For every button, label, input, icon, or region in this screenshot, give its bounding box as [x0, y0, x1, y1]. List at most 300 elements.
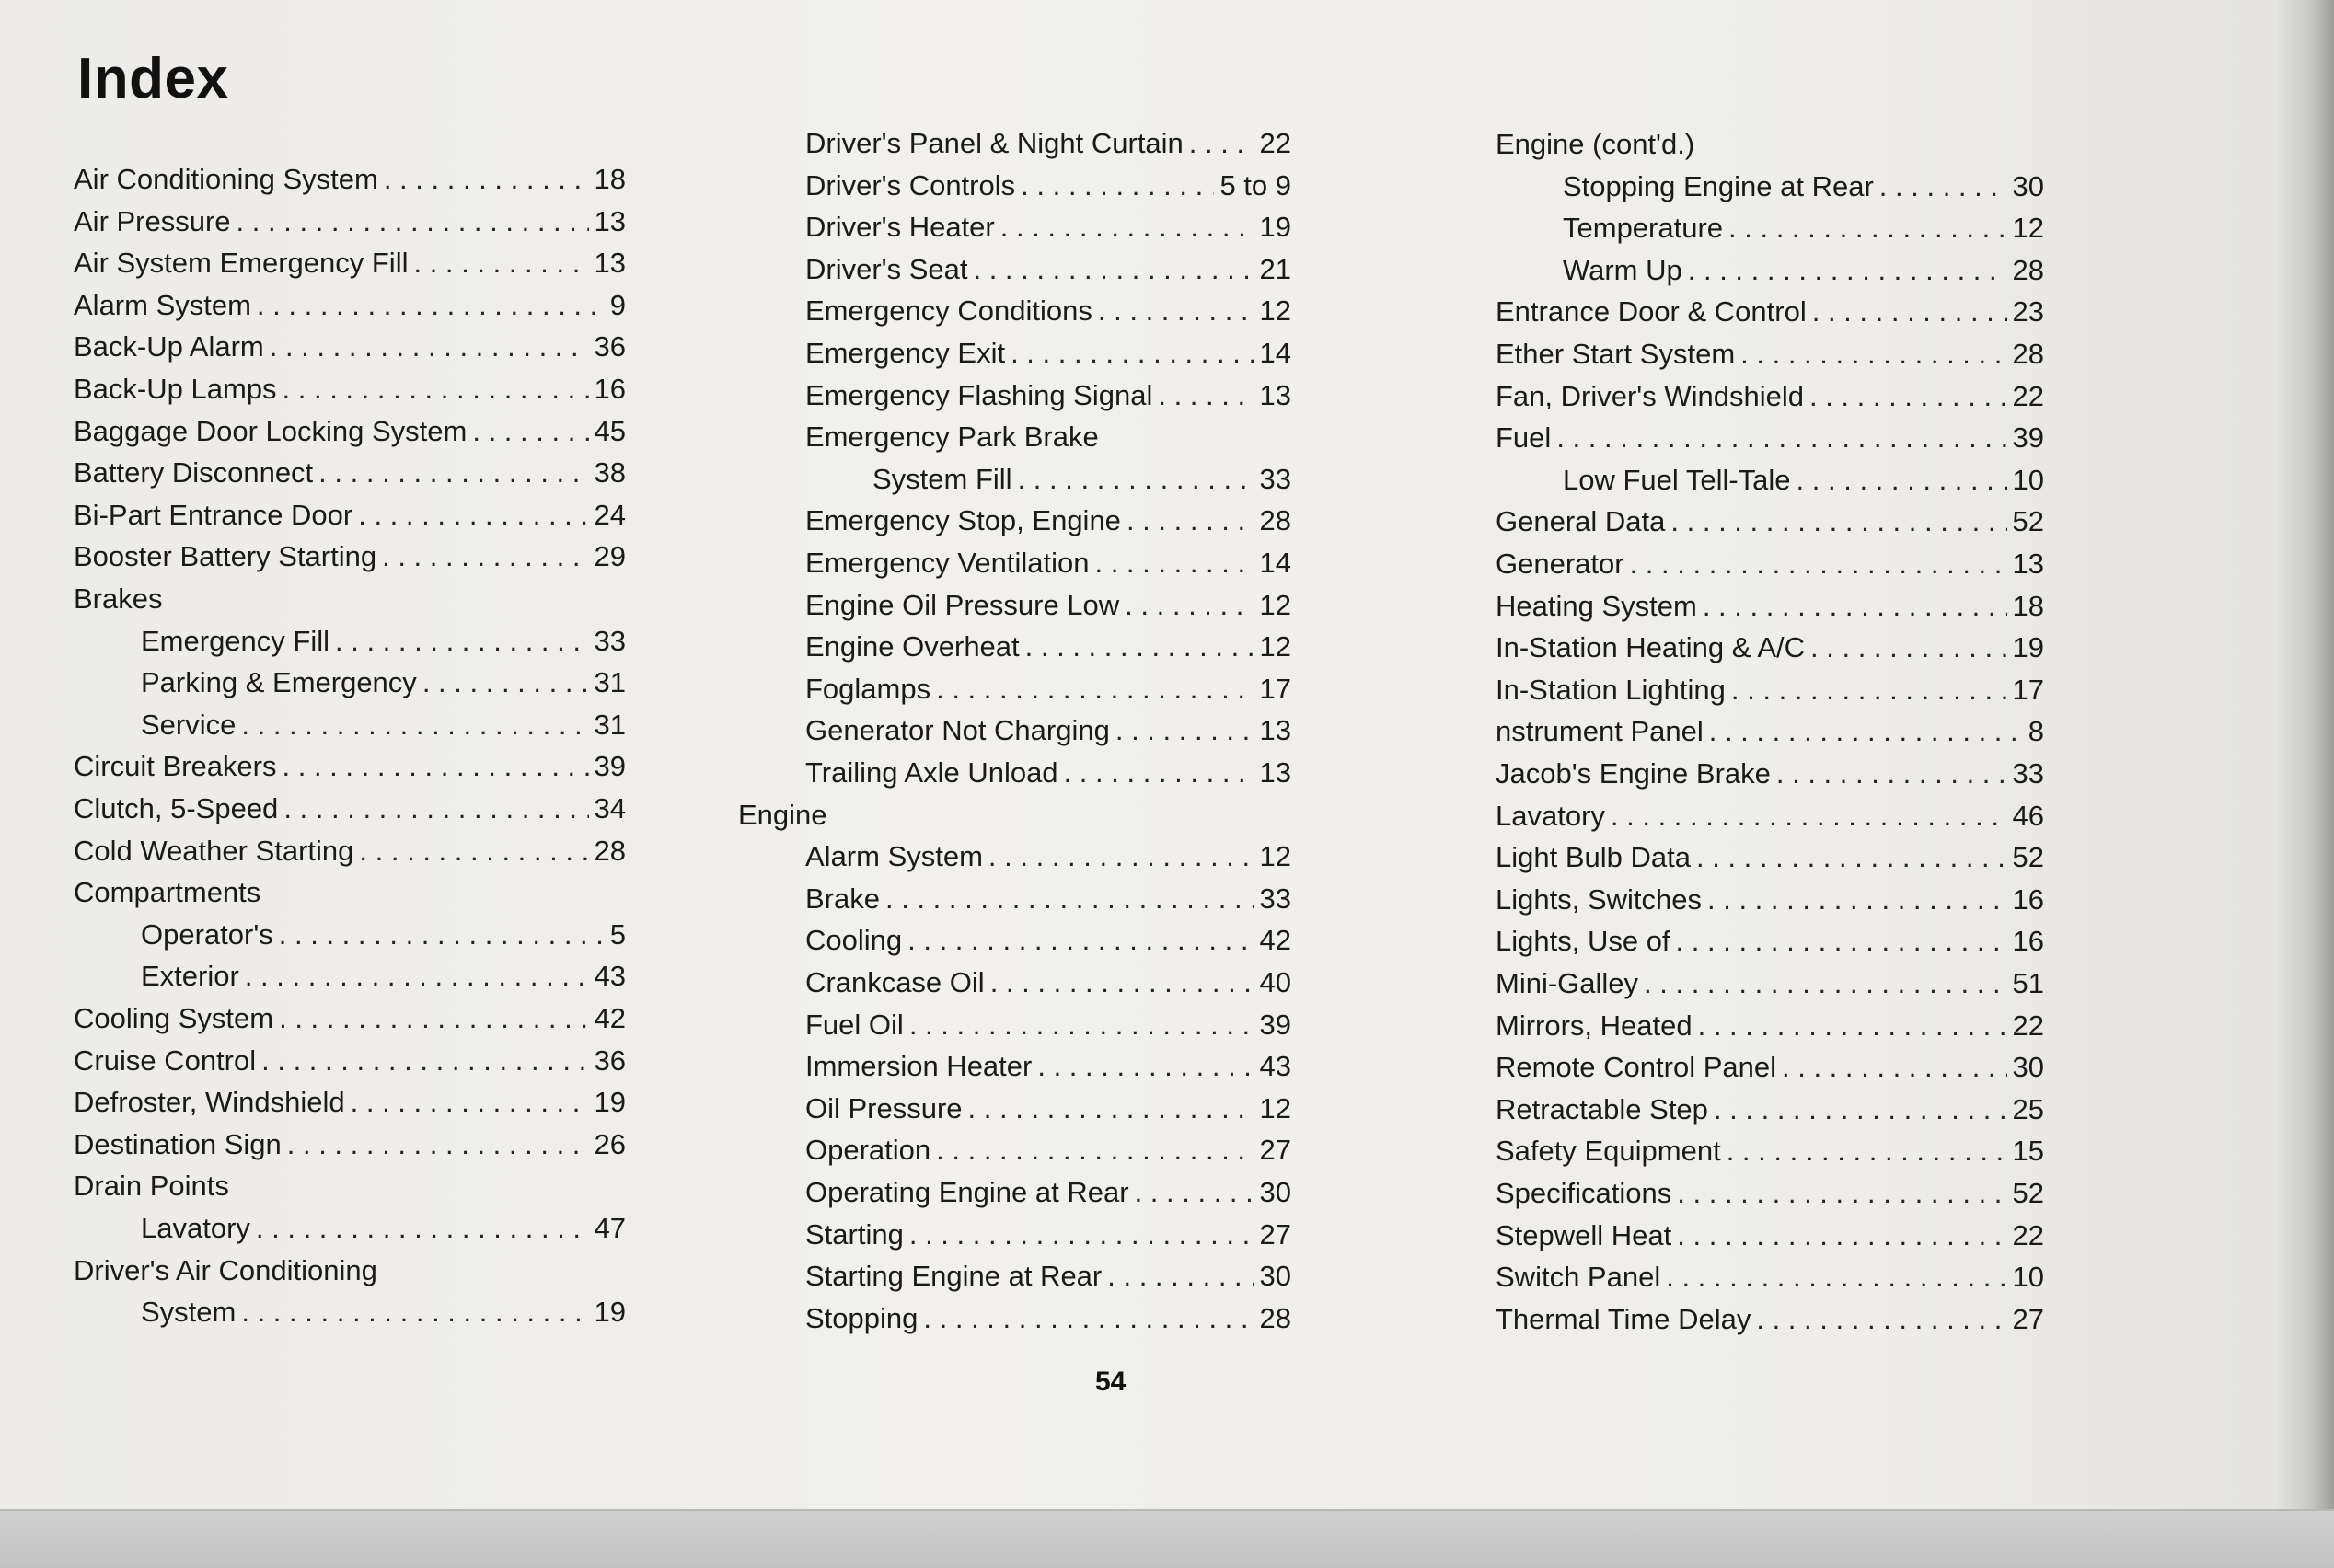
entry-page-number: 5 [609, 917, 626, 951]
entry-label: Air System Emergency Fill [74, 247, 409, 280]
index-entry [805, 1255, 1291, 1297]
index-entry [805, 962, 1291, 1004]
dot-leader [1677, 1215, 2006, 1257]
index-entry [141, 1207, 626, 1250]
index-entry [141, 955, 626, 997]
dot-leader [257, 284, 605, 327]
entry-page-number: 34 [594, 792, 626, 824]
entry-page-number: 30 [2012, 169, 2044, 202]
index-entry [141, 662, 626, 704]
entry-page-number: 25 [2012, 1092, 2044, 1125]
entry-page-number: 19 [594, 1086, 626, 1119]
entry-label: Retractable Step [1496, 1092, 1708, 1125]
index-entry [805, 332, 1291, 375]
dot-leader [1189, 122, 1254, 165]
index-entry [805, 1297, 1291, 1340]
index-entry [141, 1291, 626, 1333]
entry-label: System [141, 1296, 237, 1329]
dot-leader [1025, 626, 1254, 668]
entry-label: Emergency Conditions [805, 294, 1092, 328]
entry-page-number: 28 [1259, 504, 1291, 537]
entry-label: Foglamps [805, 672, 931, 705]
index-entry [141, 914, 626, 956]
entry-label: Lavatory [1496, 799, 1605, 832]
entry-label: Battery Disconnect [74, 456, 314, 490]
index-entry [1496, 1089, 2044, 1131]
entry-page-number: 13 [1259, 756, 1291, 789]
index-entry [1496, 710, 2044, 753]
entry-page-number: 43 [1259, 1050, 1291, 1083]
index-entry [805, 542, 1291, 584]
entry-label: Back-Up Lamps [74, 373, 277, 405]
entry-label: Circuit Breakers [74, 750, 277, 783]
entry-label: Immersion Heater [805, 1050, 1033, 1083]
entry-label: Fan, Driver's Windshield [1496, 379, 1804, 412]
entry-label: Emergency Ventilation [805, 547, 1090, 579]
dot-leader [973, 248, 1254, 291]
dot-leader [1556, 417, 2006, 459]
entry-label: Back-Up Alarm [74, 330, 264, 363]
index-entry [74, 410, 626, 453]
dot-leader [1666, 1256, 2006, 1298]
dot-leader [384, 158, 589, 201]
entry-label: Air Pressure [74, 204, 231, 237]
entry-label: Starting Engine at Rear [805, 1260, 1103, 1293]
entry-label: Driver's Panel & Night Curtain [805, 127, 1184, 159]
page-bottom-edge [0, 1509, 2334, 1568]
entry-label: Stopping [805, 1301, 919, 1334]
index-entry [74, 830, 626, 872]
index-entry [805, 752, 1291, 794]
index-entry [74, 578, 626, 620]
index-entry [805, 1088, 1291, 1130]
entry-page-number: 39 [594, 750, 626, 783]
entry-label: Cold Weather Starting [74, 834, 354, 867]
index-entry [74, 536, 626, 578]
dot-leader [1670, 501, 2006, 543]
dot-leader [237, 201, 589, 243]
entry-label: Fuel [1496, 421, 1552, 455]
entry-page-number: 31 [594, 666, 626, 699]
dot-leader [382, 536, 588, 578]
entry-label: Engine [738, 798, 827, 831]
entry-page-number: 21 [1259, 252, 1291, 285]
index-entry [74, 158, 626, 201]
dot-leader [1011, 332, 1254, 375]
dot-leader [1714, 1089, 2007, 1131]
entry-page-number: 43 [594, 960, 626, 993]
dot-leader [335, 620, 589, 663]
dot-leader [923, 1297, 1254, 1340]
dot-leader [936, 668, 1254, 710]
entry-label: Lavatory [141, 1212, 250, 1244]
index-entry [1496, 333, 2044, 375]
dot-leader [1611, 795, 2007, 837]
index-entry [805, 165, 1291, 207]
entry-page-number: 13 [594, 247, 626, 280]
index-entry [74, 326, 626, 368]
entry-page-number: 22 [1259, 127, 1291, 159]
entry-page-number: 36 [594, 1043, 626, 1077]
dot-leader [1644, 963, 2006, 1005]
index-entry [74, 242, 626, 284]
dot-leader [1630, 543, 2007, 585]
entry-page-number: 14 [1259, 547, 1291, 579]
index-entry [1496, 417, 2044, 459]
dot-leader [1094, 542, 1254, 584]
entry-label: Driver's Air Conditioning [74, 1253, 377, 1286]
index-entry [1496, 1130, 2044, 1172]
dot-leader [283, 368, 589, 410]
index-entry [74, 997, 626, 1040]
index-entry [805, 709, 1291, 752]
entry-page-number: 47 [594, 1212, 626, 1244]
entry-page-number: 12 [1259, 588, 1291, 621]
entry-label: Operation [805, 1134, 931, 1167]
entry-label: Parking & Emergency [141, 666, 417, 699]
entry-label: Bi-Part Entrance Door [74, 498, 353, 531]
entry-page-number: 24 [594, 498, 626, 531]
entry-label: Drain Points [74, 1170, 229, 1203]
dot-leader [279, 997, 588, 1040]
dot-leader [909, 1214, 1254, 1256]
entry-label: Emergency Exit [805, 337, 1006, 369]
entry-label: Specifications [1496, 1177, 1672, 1209]
entry-label: Engine Overheat [805, 630, 1020, 663]
dot-leader [1879, 166, 2007, 208]
entry-page-number: 18 [2012, 589, 2044, 622]
entry-label: Temperature [1563, 212, 1724, 245]
index-entry [74, 1124, 626, 1166]
dot-leader [413, 242, 588, 284]
index-entry [1496, 375, 2044, 418]
index-entry [74, 1081, 626, 1124]
entry-page-number: 17 [1259, 672, 1291, 705]
entry-page-number: 52 [2012, 841, 2044, 874]
entry-page-number: 28 [594, 834, 626, 867]
entry-page-number: 40 [1259, 966, 1291, 998]
entry-page-number: 30 [1259, 1176, 1291, 1208]
dot-leader [1812, 291, 2007, 333]
dot-leader [245, 955, 589, 997]
entry-label: System Fill [872, 462, 1012, 495]
entry-label: Generator [1496, 548, 1624, 580]
dot-leader [270, 326, 589, 368]
entry-label: Air Conditioning System [74, 163, 378, 195]
entry-page-number: 16 [594, 373, 626, 405]
index-entry [141, 704, 626, 746]
index-entry [805, 500, 1291, 542]
entry-page-number: 42 [1259, 924, 1291, 957]
index-entry [74, 1040, 626, 1082]
entry-page-number: 10 [2012, 463, 2044, 496]
entry-page-number: 29 [594, 540, 626, 573]
entry-label: Crankcase Oil [805, 966, 985, 998]
index-entry [1496, 501, 2044, 543]
index-entry [74, 284, 626, 327]
entry-label: Light Bulb Data [1496, 841, 1691, 874]
entry-page-number: 12 [1259, 294, 1291, 328]
entry-page-number: 26 [594, 1127, 626, 1160]
entry-label: Warm Up [1563, 253, 1682, 286]
entry-page-number: 51 [2012, 967, 2044, 999]
entry-label: Emergency Park Brake [805, 421, 1099, 454]
entry-page-number: 38 [594, 456, 626, 490]
dot-leader [279, 914, 605, 956]
entry-label: Operating Engine at Rear [805, 1176, 1129, 1208]
entry-page-number: 8 [2028, 715, 2044, 748]
entry-page-number: 28 [1259, 1301, 1291, 1334]
entry-page-number: 13 [594, 204, 626, 237]
entry-page-number: 23 [2012, 295, 2044, 329]
entry-label: Baggage Door Locking System [74, 414, 468, 447]
entry-page-number: 15 [2012, 1135, 2044, 1168]
dot-leader [241, 704, 588, 746]
entry-page-number: 12 [1259, 1091, 1291, 1124]
entry-page-number: 27 [1259, 1217, 1291, 1251]
entry-label: Emergency Flashing Signal [805, 378, 1153, 411]
dot-leader [472, 410, 588, 453]
index-entry [74, 368, 626, 410]
dot-leader [1688, 249, 2007, 292]
index-entry [805, 836, 1291, 878]
entry-page-number: 13 [1259, 378, 1291, 411]
index-entry [1563, 207, 2044, 249]
dot-leader [885, 878, 1254, 920]
entry-page-number: 10 [2012, 1261, 2044, 1294]
entry-page-number: 30 [2012, 1051, 2044, 1084]
dot-leader [988, 836, 1254, 878]
entry-page-number: 12 [1259, 630, 1291, 663]
index-entry [1563, 166, 2044, 208]
dot-leader [351, 1081, 589, 1124]
entry-page-number: 22 [2012, 1218, 2044, 1251]
index-entry [805, 584, 1291, 627]
entry-page-number: 22 [2012, 1009, 2044, 1042]
index-entry [805, 375, 1291, 417]
dot-leader [241, 1291, 588, 1333]
entry-label: Defroster, Windshield [74, 1086, 345, 1119]
entry-page-number: 39 [2012, 421, 2044, 455]
entry-label: Brake [805, 882, 880, 915]
entry-page-number: 33 [594, 624, 626, 657]
index-entry [738, 794, 1291, 836]
index-entry [1496, 585, 2044, 628]
dot-leader [1676, 920, 2007, 963]
dot-leader [1809, 375, 2007, 418]
index-entry [1496, 836, 2044, 879]
entry-page-number: 22 [2012, 379, 2044, 412]
entry-label: Driver's Seat [805, 252, 968, 285]
entry-label: Trailing Axle Unload [805, 756, 1058, 789]
index-entry [1496, 879, 2044, 921]
entry-label: Stepwell Heat [1496, 1218, 1672, 1251]
entry-label: Service [141, 708, 237, 741]
index-entry [74, 1250, 626, 1292]
index-entry [74, 1165, 626, 1207]
entry-label: Cruise Control [74, 1043, 257, 1077]
entry-label: Exterior [141, 960, 239, 993]
entry-label: Switch Panel [1496, 1261, 1661, 1294]
index-entry [805, 1129, 1291, 1171]
entry-label: Mirrors, Heated [1496, 1009, 1693, 1042]
entry-page-number: 19 [594, 1296, 626, 1329]
dot-leader [936, 1129, 1254, 1171]
index-entry [1496, 627, 2044, 669]
dot-leader [358, 494, 588, 536]
dot-leader [1064, 752, 1254, 794]
dot-leader [1135, 1171, 1254, 1214]
page-binding-edge [2273, 0, 2334, 1509]
entry-label: Stopping Engine at Rear [1563, 169, 1874, 202]
index-entry [1496, 1298, 2044, 1341]
entry-page-number: 46 [2012, 799, 2044, 832]
dot-leader [909, 1004, 1254, 1046]
dot-leader [1696, 836, 2007, 879]
entry-page-number: 45 [594, 414, 626, 447]
index-entry [141, 620, 626, 663]
index-entry [1563, 459, 2044, 502]
index-entry [1496, 1172, 2044, 1215]
entry-page-number: 12 [1259, 840, 1291, 873]
entry-page-number: 9 [609, 288, 626, 321]
entry-label: Fuel Oil [805, 1008, 904, 1041]
entry-page-number: 14 [1259, 337, 1291, 369]
dot-leader [287, 1124, 589, 1166]
dot-leader [1698, 1005, 2007, 1047]
index-entry [1496, 963, 2044, 1005]
dot-leader [283, 745, 589, 788]
entry-label: Engine (cont'd.) [1496, 128, 1695, 160]
dot-leader [1740, 333, 2006, 375]
dot-leader [1018, 458, 1254, 501]
index-entry [1496, 669, 2044, 711]
entry-page-number: 13 [2012, 548, 2044, 580]
index-entry [805, 1004, 1291, 1046]
dot-leader [256, 1207, 589, 1250]
entry-page-number: 28 [2012, 253, 2044, 286]
index-entry [74, 494, 626, 536]
entry-page-number: 33 [2012, 757, 2044, 790]
index-entry [74, 788, 626, 830]
entry-label: Compartments [74, 876, 261, 909]
index-entry [74, 745, 626, 788]
entry-label: Lights, Switches [1496, 882, 1702, 916]
index-entry [805, 122, 1291, 165]
entry-label: Lights, Use of [1496, 925, 1670, 958]
dot-leader [1037, 1045, 1254, 1088]
entry-page-number: 33 [1259, 462, 1291, 495]
entry-label: Booster Battery Starting [74, 540, 377, 573]
entry-label: Alarm System [805, 840, 983, 873]
index-entry [1496, 291, 2044, 333]
entry-page-number: 27 [1259, 1134, 1291, 1167]
entry-label: Oil Pressure [805, 1091, 963, 1124]
dot-leader [1756, 1298, 2006, 1341]
index-entry [74, 452, 626, 494]
index-entry [74, 871, 626, 914]
dot-leader [1731, 669, 2007, 711]
entry-label: Generator Not Charging [805, 714, 1110, 747]
index-entry [805, 1171, 1291, 1214]
entry-page-number: 52 [2012, 1177, 2044, 1209]
dot-leader [1107, 1255, 1254, 1297]
index-entry [805, 668, 1291, 710]
dot-leader [1125, 584, 1254, 627]
entry-label: Starting [805, 1217, 904, 1251]
entry-page-number: 28 [2012, 338, 2044, 370]
entry-page-number: 31 [594, 708, 626, 741]
dot-leader [283, 788, 588, 830]
dot-leader [261, 1040, 588, 1082]
dot-leader [1098, 290, 1254, 332]
index-entry [805, 206, 1291, 248]
dot-leader [1158, 375, 1254, 417]
entry-page-number: 5 to 9 [1219, 168, 1291, 202]
entry-label: General Data [1496, 505, 1666, 538]
index-entry [805, 1214, 1291, 1256]
index-entry [1563, 249, 2044, 292]
dot-leader [968, 1088, 1254, 1130]
entry-label: Mini-Galley [1496, 967, 1639, 999]
dot-leader [359, 830, 588, 872]
index-entry [805, 626, 1291, 668]
entry-page-number: 27 [2012, 1302, 2044, 1335]
entry-label: Cooling [805, 924, 903, 957]
dot-leader [1000, 206, 1254, 248]
entry-page-number: 33 [1259, 882, 1291, 915]
entry-label: In-Station Heating & A/C [1496, 631, 1806, 664]
entry-page-number: 42 [594, 1002, 626, 1034]
index-entry [805, 878, 1291, 920]
entry-label: Remote Control Panel [1496, 1051, 1776, 1084]
dot-leader [1797, 459, 2007, 502]
index-entry [1496, 795, 2044, 837]
index-entry [1496, 1215, 2044, 1257]
dot-leader [1115, 709, 1254, 752]
index-entry [74, 201, 626, 243]
index-entry [872, 458, 1291, 501]
index-entry [805, 1045, 1291, 1088]
dot-leader [422, 662, 589, 704]
index-entry [805, 919, 1291, 962]
index-entry [1496, 543, 2044, 585]
entry-label: Ether Start System [1496, 338, 1736, 370]
entry-label: Clutch, 5-Speed [74, 792, 279, 824]
dot-leader [990, 962, 1254, 1004]
dot-leader [1127, 500, 1254, 542]
entry-label: Cooling System [74, 1002, 274, 1034]
entry-page-number: 16 [2012, 882, 2044, 916]
entry-label: Thermal Time Delay [1496, 1302, 1751, 1335]
index-entry [1496, 1256, 2044, 1298]
index-entry [805, 416, 1291, 458]
index-entry [805, 290, 1291, 332]
entry-label: In-Station Lighting [1496, 673, 1726, 706]
dot-leader [1782, 1046, 2007, 1089]
entry-page-number: 13 [1259, 714, 1291, 747]
entry-label: Jacob's Engine Brake [1496, 757, 1771, 790]
index-entry [1496, 920, 2044, 963]
dot-leader [318, 452, 588, 494]
entry-page-number: 19 [2012, 631, 2044, 664]
index-entry [1496, 1005, 2044, 1047]
entry-label: Emergency Stop, Engine [805, 504, 1121, 537]
entry-page-number: 18 [594, 163, 626, 195]
entry-label: nstrument Panel [1496, 715, 1704, 748]
entry-page-number: 36 [594, 330, 626, 363]
entry-page-number: 16 [2012, 925, 2044, 958]
